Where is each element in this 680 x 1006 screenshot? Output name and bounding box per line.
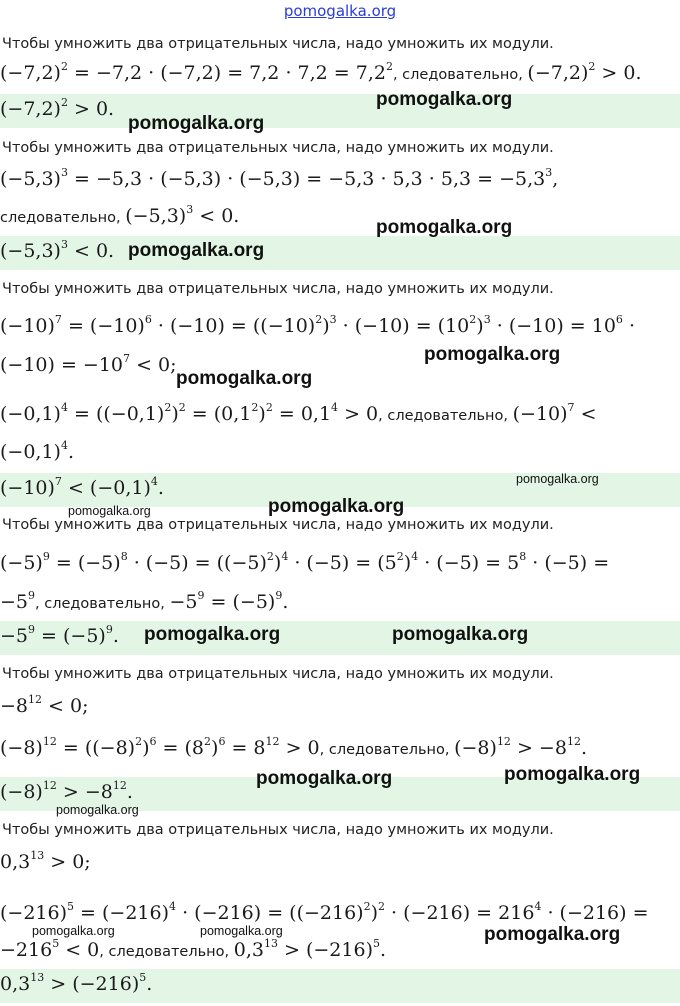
- math-exponent: 9: [42, 550, 50, 563]
- math-term: > −8: [510, 737, 567, 759]
- math-term: · (−5) = ((−5): [127, 552, 267, 574]
- answer-box: [0, 236, 680, 270]
- math-text: , следовательно,: [392, 67, 528, 83]
- math-term: 0,3: [0, 851, 31, 873]
- math-line: [0, 902, 649, 924]
- answer-box: [0, 94, 680, 128]
- math-line: [0, 737, 587, 759]
- math-exponent: 2: [378, 900, 386, 913]
- math-exponent: 5: [67, 900, 75, 913]
- math-term: ): [258, 403, 266, 425]
- math-exponent: 3: [483, 313, 491, 326]
- math-term: (−8): [0, 737, 43, 759]
- math-exponent: 6: [144, 313, 152, 326]
- math-exponent: 4: [169, 900, 177, 913]
- math-term: .: [67, 441, 75, 463]
- math-term: (−5,3): [0, 168, 61, 190]
- math-term: −8: [0, 695, 29, 717]
- math-exponent: 2: [588, 60, 596, 73]
- math-line: [0, 939, 386, 961]
- intro-text: Чтобы умножить два отрицательных числа, надо умножить их модули.: [2, 281, 554, 297]
- math-term: < (−0,1): [61, 477, 151, 499]
- math-text: следовательно,: [0, 210, 126, 226]
- math-term: .: [146, 973, 153, 995]
- math-term: < 0;: [130, 354, 177, 376]
- math-term: > 0;: [44, 851, 91, 873]
- math-exponent: 4: [331, 401, 339, 414]
- math-term: = (−5): [35, 625, 106, 647]
- math-line: [0, 315, 635, 337]
- answer-math: [0, 240, 114, 262]
- math-exponent: 4: [60, 401, 68, 414]
- math-term: <: [574, 403, 597, 425]
- math-term: (−10): [512, 403, 568, 425]
- math-term: (−0,1): [0, 403, 61, 425]
- math-exponent: 12: [42, 779, 57, 792]
- math-term: .: [379, 939, 387, 961]
- math-line: [0, 552, 609, 574]
- math-exponent: 2: [396, 550, 404, 563]
- math-term: = −7,2 · (−7,2) = 7,2 · 7,2 = 7,2: [67, 62, 386, 84]
- watermark: pomogalka.org: [32, 924, 115, 938]
- watermark: pomogalka.org: [392, 624, 529, 645]
- math-exponent: 2: [164, 401, 172, 414]
- math-exponent: 3: [186, 203, 194, 216]
- math-term: ): [370, 902, 379, 924]
- math-term: < 0: [59, 939, 100, 961]
- math-exponent: 6: [149, 735, 157, 748]
- math-text: , следовательно,: [319, 742, 455, 758]
- math-exponent: 2: [135, 735, 143, 748]
- math-exponent: 7: [567, 401, 575, 414]
- intro-text: Чтобы умножить два отрицательных числа, надо умножить их модули.: [2, 822, 554, 838]
- math-exponent: 12: [28, 693, 43, 706]
- math-exponent: 8: [120, 550, 128, 563]
- math-exponent: 5: [52, 937, 60, 950]
- math-term: (−7,2): [0, 62, 61, 84]
- math-term: ·: [622, 315, 636, 337]
- math-term: = (−10): [61, 315, 145, 337]
- math-term: · (−10) = (10: [336, 315, 470, 337]
- math-exponent: 9: [197, 589, 205, 602]
- math-term: = ((−8): [56, 737, 136, 759]
- math-term: · (−5) = 5: [418, 552, 520, 574]
- math-term: > 0.: [595, 62, 642, 84]
- math-term: .: [126, 781, 133, 803]
- watermark: pomogalka.org: [128, 240, 265, 261]
- math-term: > (−216): [277, 939, 373, 961]
- math-term: ): [403, 552, 412, 574]
- math-term: (−10): [0, 477, 55, 499]
- math-term: ): [142, 737, 150, 759]
- math-term: .: [157, 477, 164, 499]
- math-term: ): [211, 737, 219, 759]
- math-term: > 0: [338, 403, 379, 425]
- math-line: [0, 403, 597, 425]
- math-exponent: 2: [251, 401, 259, 414]
- math-term: · (−216) = 216: [385, 902, 535, 924]
- math-term: (−8): [454, 737, 497, 759]
- math-term: > −8: [56, 781, 113, 803]
- answer-math: [0, 98, 114, 120]
- math-term: = (−5): [204, 591, 276, 613]
- math-exponent: 3: [545, 166, 553, 179]
- math-exponent: 2: [60, 96, 68, 109]
- math-exponent: 9: [275, 589, 283, 602]
- math-term: · (−216) = ((−216): [176, 902, 364, 924]
- math-term: ): [322, 315, 330, 337]
- math-term: > 0: [279, 737, 320, 759]
- math-exponent: 4: [281, 550, 289, 563]
- math-term: (−5,3): [0, 240, 61, 262]
- math-line: [0, 205, 239, 227]
- math-exponent: 4: [411, 550, 419, 563]
- math-exponent: 12: [112, 779, 127, 792]
- math-term: = ((−0,1): [67, 403, 165, 425]
- math-exponent: 2: [60, 60, 68, 73]
- watermark: pomogalka.org: [504, 764, 641, 785]
- math-exponent: 8: [519, 550, 527, 563]
- watermark: pomogalka.org: [516, 472, 599, 486]
- math-term: −5: [0, 625, 29, 647]
- answer-math: [0, 477, 164, 499]
- math-exponent: 13: [30, 849, 45, 862]
- intro-text: Чтобы умножить два отрицательных числа, надо умножить их модули.: [2, 666, 554, 682]
- math-exponent: 13: [30, 971, 45, 984]
- answer-box: [0, 621, 680, 655]
- math-exponent: 3: [329, 313, 337, 326]
- math-term: 0,3: [233, 939, 264, 961]
- math-term: · (−216) =: [541, 902, 649, 924]
- math-exponent: 4: [60, 439, 68, 452]
- math-term: (−8): [0, 781, 43, 803]
- math-term: · (−5) = (5: [288, 552, 397, 574]
- math-line: [0, 851, 91, 873]
- math-exponent: 4: [150, 475, 158, 488]
- math-term: < 0;: [42, 695, 89, 717]
- math-term: .: [580, 737, 587, 759]
- math-exponent: 9: [105, 623, 113, 636]
- watermark: pomogalka.org: [128, 113, 265, 134]
- math-term: = 0,1: [272, 403, 332, 425]
- math-exponent: 2: [385, 60, 393, 73]
- math-exponent: 12: [496, 735, 511, 748]
- math-term: = −5,3 · (−5,3) · (−5,3) = −5,3 · 5,3 · 5,3 = −5,3: [67, 168, 546, 190]
- math-term: (−5): [0, 552, 43, 574]
- math-exponent: 2: [265, 401, 273, 414]
- math-line: [0, 62, 642, 84]
- math-term: > 0.: [67, 98, 115, 120]
- math-term: (−10): [0, 315, 55, 337]
- watermark: pomogalka.org: [200, 924, 283, 938]
- math-term: 0,3: [0, 973, 31, 995]
- answer-math: [0, 625, 119, 647]
- math-term: .: [282, 591, 289, 613]
- math-term: ,: [552, 168, 559, 190]
- math-term: = (−216): [74, 902, 170, 924]
- math-term: ): [171, 403, 179, 425]
- math-exponent: 2: [178, 401, 186, 414]
- math-term: (−10) = −10: [0, 354, 124, 376]
- math-exponent: 3: [60, 238, 68, 251]
- math-term: ): [273, 552, 282, 574]
- math-exponent: 13: [263, 937, 278, 950]
- site-link[interactable]: pomogalka.org: [283, 2, 397, 20]
- math-term: = 8: [225, 737, 266, 759]
- math-exponent: 7: [123, 352, 131, 365]
- math-line: [0, 695, 89, 717]
- watermark: pomogalka.org: [268, 496, 405, 517]
- math-term: < 0.: [193, 205, 240, 227]
- math-term: .: [112, 625, 119, 647]
- math-line: [0, 441, 74, 463]
- math-exponent: 12: [265, 735, 280, 748]
- watermark: pomogalka.org: [68, 504, 151, 518]
- math-exponent: 12: [566, 735, 581, 748]
- math-term: · (−10) = ((−10): [151, 315, 316, 337]
- math-exponent: 7: [54, 313, 62, 326]
- math-line: [0, 354, 177, 376]
- math-term: (−0,1): [0, 441, 61, 463]
- answer-box: [0, 969, 680, 1003]
- math-term: > (−216): [44, 973, 140, 995]
- math-term: (−7,2): [0, 98, 61, 120]
- math-exponent: 7: [54, 475, 62, 488]
- math-term: −5: [169, 591, 198, 613]
- answer-math: [0, 781, 133, 803]
- intro-text: Чтобы умножить два отрицательных числа, надо умножить их модули.: [2, 517, 554, 533]
- math-term: −5: [0, 591, 29, 613]
- intro-text: Чтобы умножить два отрицательных числа, надо умножить их модули.: [2, 140, 554, 156]
- math-exponent: 4: [534, 900, 542, 913]
- math-term: · (−5) =: [526, 552, 610, 574]
- math-term: · (−10) = 10: [490, 315, 616, 337]
- answer-math: [0, 973, 152, 995]
- watermark: pomogalka.org: [484, 924, 621, 945]
- math-term: = (0,1: [185, 403, 252, 425]
- watermark: pomogalka.org: [144, 624, 281, 645]
- watermark: pomogalka.org: [424, 344, 561, 365]
- math-exponent: 2: [315, 313, 323, 326]
- math-exponent: 9: [28, 623, 36, 636]
- math-term: (−5,3): [125, 205, 187, 227]
- watermark: pomogalka.org: [376, 217, 513, 238]
- watermark: pomogalka.org: [256, 768, 393, 789]
- math-exponent: 3: [60, 166, 68, 179]
- math-exponent: 5: [372, 937, 380, 950]
- math-exponent: 2: [266, 550, 274, 563]
- math-term: = (−5): [49, 552, 121, 574]
- math-exponent: 6: [615, 313, 623, 326]
- math-term: (−216): [0, 902, 68, 924]
- math-term: = (8: [156, 737, 205, 759]
- watermark: pomogalka.org: [176, 368, 313, 389]
- math-term: < 0.: [67, 240, 115, 262]
- math-term: (−7,2): [527, 62, 589, 84]
- math-exponent: 2: [204, 735, 212, 748]
- math-exponent: 6: [218, 735, 226, 748]
- math-exponent: 2: [469, 313, 477, 326]
- intro-text: Чтобы умножить два отрицательных числа, надо умножить их модули.: [2, 36, 554, 52]
- math-term: ): [476, 315, 484, 337]
- watermark: pomogalka.org: [376, 89, 513, 110]
- math-exponent: 5: [139, 971, 147, 984]
- math-line: [0, 168, 558, 190]
- math-exponent: 2: [363, 900, 371, 913]
- math-line: [0, 591, 288, 613]
- math-exponent: 9: [28, 589, 36, 602]
- math-exponent: 12: [42, 735, 57, 748]
- math-text: , следовательно,: [35, 596, 170, 612]
- math-term: −216: [0, 939, 53, 961]
- math-text: , следовательно,: [378, 408, 513, 424]
- watermark: pomogalka.org: [56, 803, 139, 817]
- math-text: , следовательно,: [99, 944, 234, 960]
